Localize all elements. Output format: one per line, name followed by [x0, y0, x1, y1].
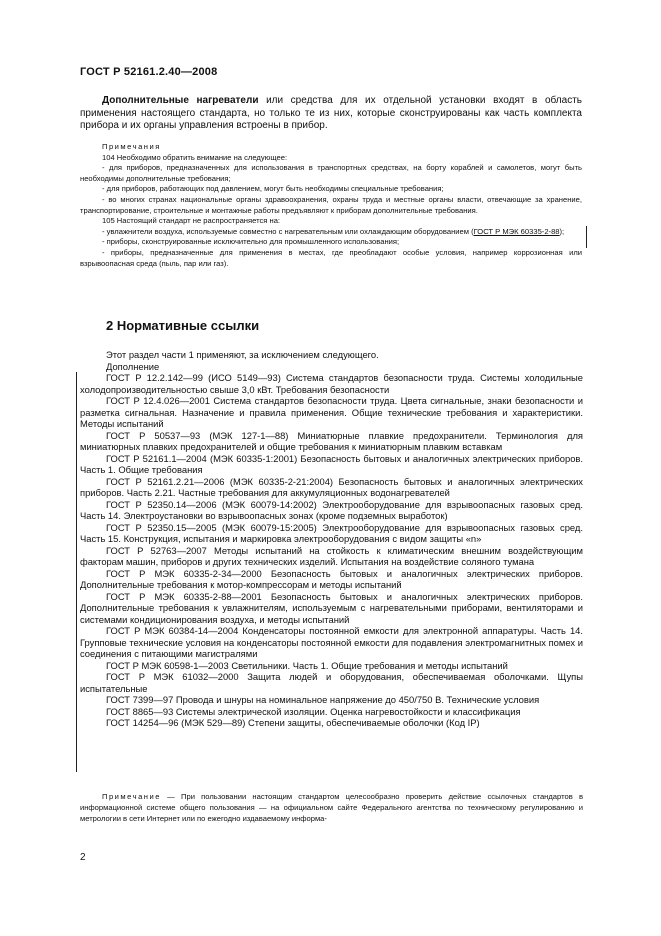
note-105-item: - приборы, сконструированные исключительно для промышленного использования; — [102, 237, 400, 247]
document-header: ГОСТ Р 52161.2.40—2008 — [80, 66, 218, 78]
footnote — [80, 791, 583, 824]
references-addition-label: Дополнение — [106, 360, 160, 372]
note-104-item: - во многих странах национальные органы здравоохранения, охраны труда и местные органы власти, отвечающие за хранение, транспортирование, строительные и монтажные работы предъявляют к приборам дополнительные требования. — [80, 194, 582, 215]
reference-item: ГОСТ Р МЭК 60598-1—2003 Светильники. Часть 1. Общие требования и методы испытаний — [106, 659, 508, 671]
reference-item: ГОСТ 8865—93 Системы электрической изоляции. Оценка нагревостойкости и классификация — [106, 705, 521, 717]
intro-paragraph — [80, 95, 582, 133]
change-bar — [586, 226, 587, 248]
intro-text: или средства для их отдельной установки входят в область применения настоящего стандарта, но только те из них, которые сконструированы как часть комплекта прибора и их органы управления встроены в прибор. — [80, 95, 582, 132]
note-105-item: - приборы, предназначенные для применения в местах, где преобладают особые условия, например коррозионная или взрывоопасная среда (пыль, пар или газ). — [80, 247, 582, 268]
change-bar — [76, 372, 77, 772]
note-105-item-end: ); — [559, 226, 565, 236]
note-104: 104 Необходимо обратить внимание на следующее: — [102, 152, 288, 162]
standard-link[interactable]: ГОСТ Р МЭК 60335-2-88 — [473, 226, 560, 236]
note-105: 105 Настоящий стандарт не распространяется на: — [102, 216, 281, 226]
note-104-item: - для приборов, работающих под давлением, могут быть необходимы специальные требования; — [102, 184, 444, 194]
reference-item: ГОСТ Р 52161.1—2004 (МЭК 60335-1:2001) Безопасность бытовых и аналогичных электрических приборов. Часть 1. Общие требования — [80, 452, 583, 475]
reference-item: ГОСТ Р 52161.2.21—2006 (МЭК 60335-2-21:2004) Безопасность бытовых и аналогичных электрических приборов. Часть 2.21. Частные требования для аккумуляционных водонагревателей — [80, 475, 583, 498]
intro-bold-lead: Дополнительные нагреватели — [102, 95, 259, 106]
references-intro: Этот раздел части 1 применяют, за исключением следующего. — [106, 349, 379, 360]
reference-item: ГОСТ Р МЭК 60384-14—2004 Конденсаторы постоянной емкости для электронной аппаратуры. Часть 14. Групповые технические условия на конденсаторы постоянной емкости для подавления электромагнитных помех и соединения с питающими магистралями — [80, 625, 583, 659]
reference-item: ГОСТ Р 52350.14—2006 (МЭК 60079-14:2002) Электрооборудование для взрывоопасных газовых сред. Часть 14. Электроустановки во взрывоопасных зонах (кроме подземных выработок) — [80, 498, 583, 521]
reference-item: ГОСТ Р МЭК 60335-2-88—2001 Безопасность бытовых и аналогичных электрических приборов. Дополнительные требования к увлажнителям, используемым с нагревательными приборами, вентиляторами и системами кондиционирования воздуха, и методы испытаний — [80, 590, 583, 625]
note-105-item — [80, 227, 582, 238]
reference-item: ГОСТ 7399—97 Провода и шнуры на номинальное напряжение до 450/750 В. Технические условия — [106, 694, 540, 705]
page-number: 2 — [80, 852, 86, 863]
references-block — [80, 349, 583, 729]
reference-item: ГОСТ Р 52350.15—2005 (МЭК 60079-15:2005) Электрооборудование для взрывоопасных газовых сред. Часть 15. Конструкция, испытания и маркировка электрооборудования с видом защиты «n» — [80, 521, 583, 544]
reference-item: ГОСТ Р 12.4.026—2001 Система стандартов безопасности труда. Цвета сигнальные, знаки безопасности и разметка сигнальная. Назначение и правила применения. Общие технические требования и характеристики. Методы испытаний — [80, 395, 583, 429]
footnote-text: — При пользовании настоящим стандартом целесообразно проверить действие ссылочных стандартов в информационной системе общего пользования — на официальном сайте Федерального агентства по техническому регулированию и метрологии в сети Интернет или по ежегодно издаваемому информа- — [80, 792, 583, 823]
reference-item: ГОСТ Р 52763—2007 Методы испытаний на стойкость к климатическим внешним воздействующим факторам машин, приборов и других технических изделий. Испытания на воздействие соляного тумана — [80, 544, 583, 567]
notes-heading: Примечания — [102, 142, 161, 151]
footnote-label: Примечание — [102, 792, 161, 801]
reference-item: ГОСТ Р МЭК 60335-2-34—2000 Безопасность бытовых и аналогичных электрических приборов. Дополнительные требования к мотор-компрессорам и методы испытаний — [80, 567, 583, 590]
note-105-item-text: - увлажнители воздуха, используемые совместно с нагревательным или охлаждающим оборудованием ( — [102, 226, 474, 236]
reference-item: ГОСТ Р 12.2.142—99 (ИСО 5149—93) Система стандартов безопасности труда. Системы холодильные холодопроизводительностью свыше 3,0 кВт. Требования безопасности — [80, 372, 583, 395]
note-104-item: - для приборов, предназначенных для использования в транспортных средствах, на борту кораблей и самолетов, могут быть необходимы дополнительные требования; — [80, 163, 582, 183]
reference-item: ГОСТ Р МЭК 61032—2000 Защита людей и оборудования, обеспечиваемая оболочками. Щупы испытательные — [80, 671, 583, 694]
reference-item: ГОСТ 14254—96 (МЭК 529—89) Степени защиты, обеспечиваемые оболочки (Код IP) — [106, 717, 480, 728]
reference-item: ГОСТ Р 50537—93 (МЭК 127-1—88) Миниатюрные плавкие предохранители. Терминология для миниатюрных плавких предохранителей и общие требования к миниатюрным плавким вставкам — [80, 429, 583, 452]
notes-block — [80, 142, 582, 269]
section-title: 2 Нормативные ссылки — [106, 318, 260, 333]
